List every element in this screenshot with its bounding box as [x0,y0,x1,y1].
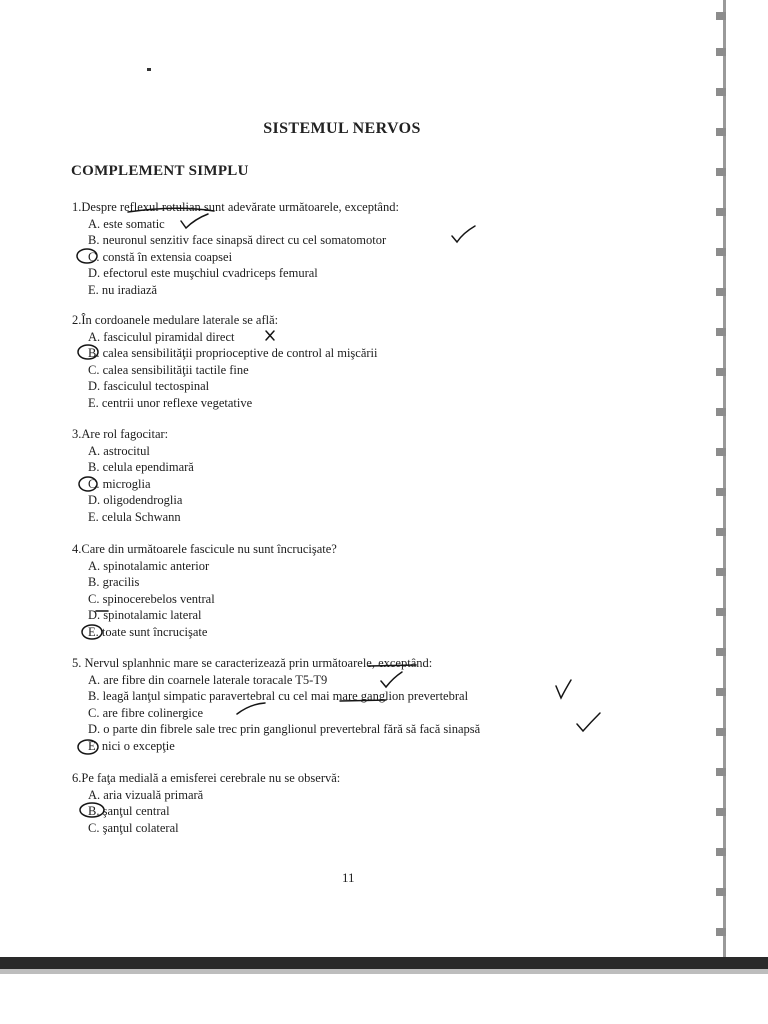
option-b: B. calea sensibilităţii proprioceptive de control al mişcării [88,346,378,361]
option-a: A. fasciculul piramidal direct [88,329,235,344]
question-text: 3.Are rol fagocitar: [72,427,169,441]
page-title: SISTEMUL NERVOS [263,120,421,137]
option-a: A. are fibre din coarnele laterale toracale T5-T9 [88,672,328,687]
option-b: B. neuronul senzitiv face sinapsă direct cu cel somatomotor [88,233,387,248]
option-d: D. fasciculul tectospinal [88,379,210,394]
option-d: D. oligodendroglia [88,493,183,508]
option-c: C. calea sensibilităţii tactile fine [88,362,249,377]
option-a: A. aria vizuală primară [88,787,204,802]
option-d: D. o parte din fibrele sale trec prin ganglionul prevertebral fără să facă sinapsă [88,722,481,737]
question-text: 1.Despre reflexul rotulian sunt adevărate următoarele, exceptând: [72,200,399,214]
question-1 [72,199,399,299]
option-e: E. nu iradiază [88,282,158,297]
option-a: A. astrocitul [88,443,150,458]
question-3 [72,426,194,526]
option-d: D. spinotalamic lateral [88,608,202,623]
speck [147,68,151,71]
check-mark [556,680,571,698]
page-number: 11 [342,870,355,885]
section-heading: COMPLEMENT SIMPLU [71,163,249,179]
option-e: E. celula Schwann [88,509,181,524]
question-5 [72,655,480,755]
option-a: A. spinotalamic anterior [88,558,210,573]
question-text: 5. Nervul splanhnic mare se caracterizează prin următoarele, exceptând: [72,656,433,670]
question-text: 4.Care din următoarele fascicule nu sunt încrucişate? [72,542,337,556]
check-mark [577,713,600,731]
option-d: D. efectorul este muşchiul cvadriceps femural [88,266,318,281]
option-e: E. toate sunt încrucişate [88,624,208,639]
question-text: 6.Pe faţa medială a emisferei cerebrale nu se observă: [72,771,341,785]
question-text: 2.În cordoanele medulare laterale se află: [72,313,279,327]
check-mark [452,226,475,242]
option-e: E. nici o excepţie [88,738,175,753]
option-c: C. are fibre colinergice [88,705,203,720]
option-c: C. şanţul colateral [88,820,179,835]
option-a: A. este somatic [88,216,165,231]
scan-shadow [0,969,768,974]
binding-edge [714,0,728,968]
option-b: B. şanţul central [88,804,170,819]
option-b: B. gracilis [88,575,140,590]
option-c: C. microglia [88,476,151,491]
option-c: C. constă în extensia coapsei [88,249,233,264]
question-4 [72,541,337,641]
option-e: E. centrii unor reflexe vegetative [88,395,253,410]
question-2 [72,312,378,412]
question-6 [72,770,340,836]
option-b: B. celula ependimară [88,460,194,475]
option-c: C. spinocerebelos ventral [88,591,215,606]
option-b: B. leagă lanţul simpatic paravertebral cu cel mai mare ganglion prevertebral [88,689,469,704]
scan-bottom-edge [0,957,768,969]
